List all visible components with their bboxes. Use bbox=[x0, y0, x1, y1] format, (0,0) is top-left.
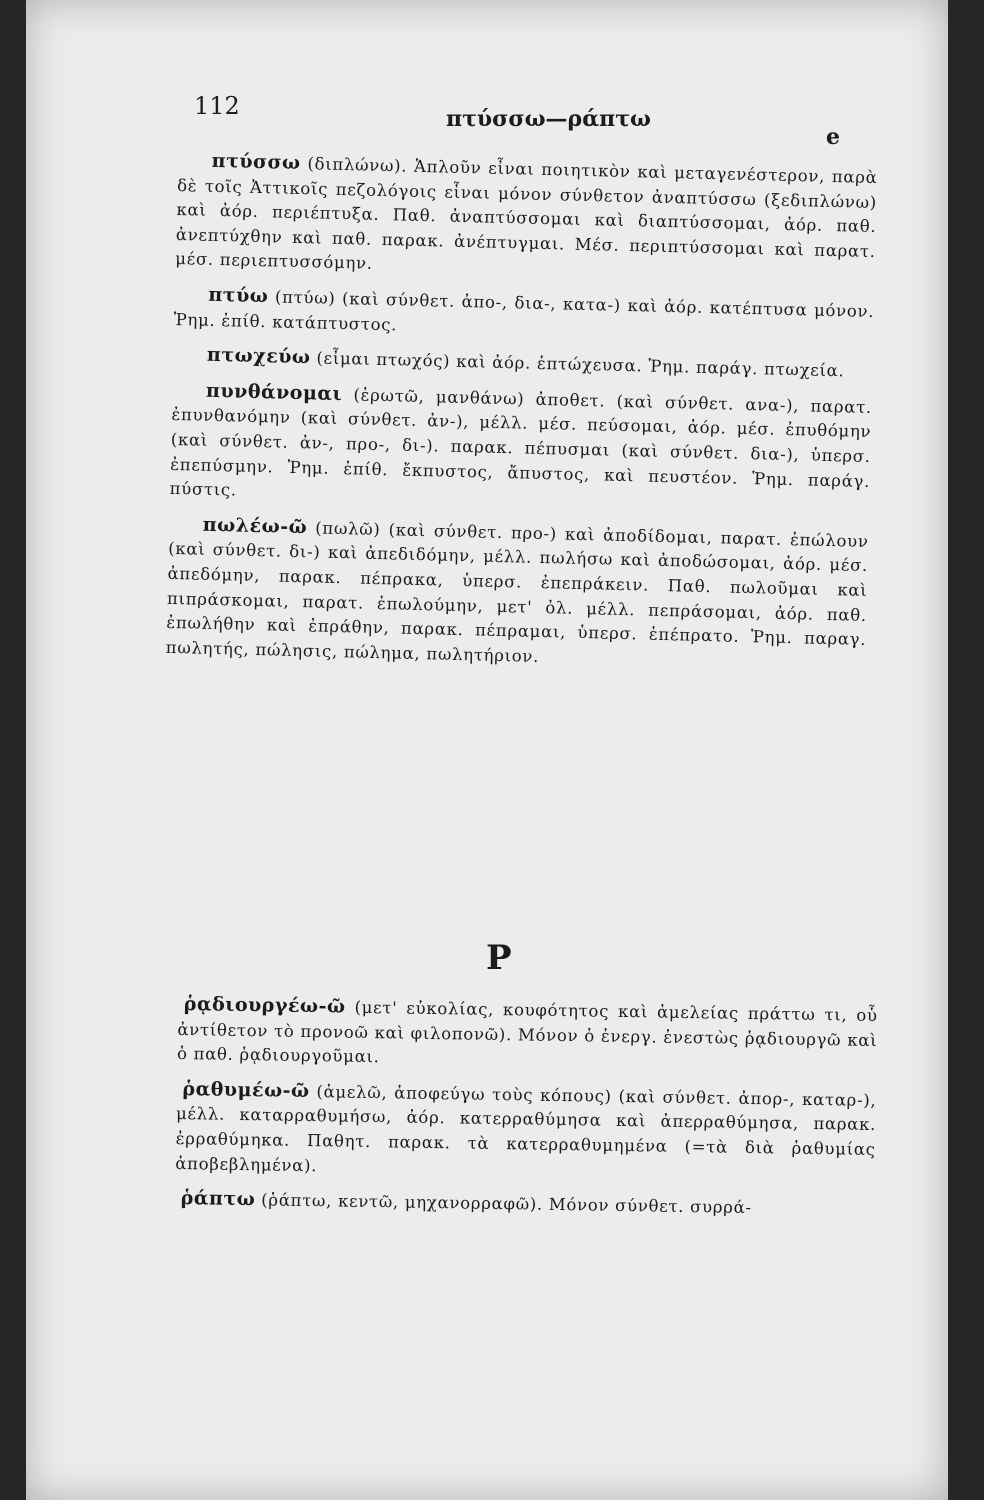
dictionary-entry bbox=[165, 512, 868, 678]
entry-text: (ἐρωτῶ, μανθάνω) ἀποθετ. (καὶ σύνθετ. ανα-), παρατ. ἐπυνθανόμην (καὶ σύνθετ. ἀν-), μέλλ. μέσ. πεύσομαι, ἀόρ. μέσ. ἐπυθόμην (καὶ σύνθετ. ἀν-, προ-, δι-). παρακ. πέπυσμαι (καὶ σύνθετ. δια-), ὑπερσ. ἐπεπύσμην. Ῥημ. ἐπίθ. ἔκπυστος, ἄπυστος, καὶ πευστέον. Ῥημ. παράγ. πύστις. bbox=[169, 385, 873, 500]
entry-headword: πτύω bbox=[208, 283, 269, 308]
running-head: πτύσσω—ράπτω bbox=[446, 106, 651, 132]
dictionary-entry bbox=[169, 378, 872, 519]
entry-text: (πτύω) (καὶ σύνθετ. ἀπο-, δια-, κατα-) καὶ ἀόρ. κατέπτυσα μόνον. Ῥημ. ἐπίθ. κατάπτυστος. bbox=[173, 287, 875, 334]
dictionary-entry bbox=[173, 342, 873, 385]
entry-text: (πωλῶ) (καὶ σύνθετ. προ-) καὶ ἀποδίδομαι, παρατ. ἐπώλουν (καὶ σύνθετ. δι-) καὶ ἀπεδιδόμην, μέλλ. πωλήσω καὶ ἀποδώσομαι, ἀόρ. μέσ. ἀπεδόμην, παρακ. πέπρακα, ὑπερσ. ἐπεπράκειν. Παθ. πωλοῦμαι καὶ πιπράσκομαι, παρατ. ἐπωλούμην, μετ' ὀλ. μέλλ. πεπράσομαι, ἀόρ. παθ. ἐπωλήθην καὶ ἐπράθην, παρακ. πέπραμαι, ὑπερσ. ἐπέπρατο. Ῥημ. παραγ. πωλητής, πώλησις, πώλημα, πωλητήριον. bbox=[165, 518, 869, 666]
entries-bottom bbox=[174, 992, 878, 1233]
entry-text: (διπλώνω). Ἁπλοῦν εἶναι ποιητικὸν καὶ μεταγενέστερον, παρὰ δὲ τοῖς Ἀττικοῖς πεζολόγοις εἶναι μόνον σύνθετον ἀναπτύσσω (ξεδιπλώνω) καὶ ἀόρ. περιέπτυξα. Παθ. ἀναπτύσσομαι καὶ διαπτύσσομαι, ἀόρ. παθ. ἀνεπτύχθην καὶ παθ. παρακ. ἀνέπτυγμαι. Μέσ. περιπτύσσομαι καὶ παρατ. μέσ. περιεπτυσσόμην. bbox=[175, 154, 878, 274]
entries-top bbox=[165, 148, 878, 687]
entry-headword: πωλέω-ῶ bbox=[202, 513, 308, 538]
entry-headword: ῥάπτω bbox=[180, 1187, 256, 1211]
entry-headword: ῥαθυμέω-ῶ bbox=[182, 1077, 310, 1102]
entry-headword: πτωχεύω bbox=[206, 343, 311, 369]
entry-text: (μετ' εὐκολίας, κουφότητος καὶ ἀμελείας πράττω τι, οὗ ἀντίθετον τὸ προνοῶ καὶ φιλοπονῶ). Μόνον ὁ ἐνεργ. ἐνεστὼς ῥᾳδιουργῶ καὶ ὁ παθ. ῥᾳδιουργοῦμαι. bbox=[176, 997, 878, 1067]
dictionary-entry bbox=[175, 148, 878, 289]
dictionary-entry bbox=[175, 1077, 876, 1187]
entry-text: (εἶμαι πτωχός) καὶ ἀόρ. ἐπτώχευσα. Ῥημ. παράγ. πτωχεία. bbox=[316, 348, 845, 381]
entry-headword: πυνθάνομαι bbox=[205, 379, 343, 405]
entry-text: (ἀμελῶ, ἀποφεύγω τοὺς κόπους) (καὶ σύνθετ. ἀπορ-, καταρ-), μέλλ. καταρραθυμήσω, ἀόρ. κατερραθύμησα καὶ ἀπερραθύμησα, παρακ. ἐρραθύμηκα. Παθητ. παρακ. τὰ κατερραθυμημένα (=τὰ διὰ ῥαθυμίας ἀποβεβλημένα). bbox=[175, 1081, 877, 1175]
page-mark: e bbox=[826, 124, 840, 150]
section-letter: Ρ bbox=[486, 938, 512, 978]
entry-headword: πτύσσω bbox=[211, 149, 301, 174]
page-number: 112 bbox=[194, 92, 240, 120]
dictionary-entry bbox=[175, 1186, 875, 1223]
entry-text: (ῥάπτω, κεντῶ, μηχανορραφῶ). Μόνον σύνθετ. συρρά- bbox=[261, 1190, 752, 1218]
entry-headword: ῥᾳδιουργέω-ῶ bbox=[183, 993, 346, 1018]
book-page bbox=[26, 0, 948, 1500]
dictionary-entry bbox=[177, 992, 878, 1078]
dictionary-entry bbox=[174, 282, 875, 349]
